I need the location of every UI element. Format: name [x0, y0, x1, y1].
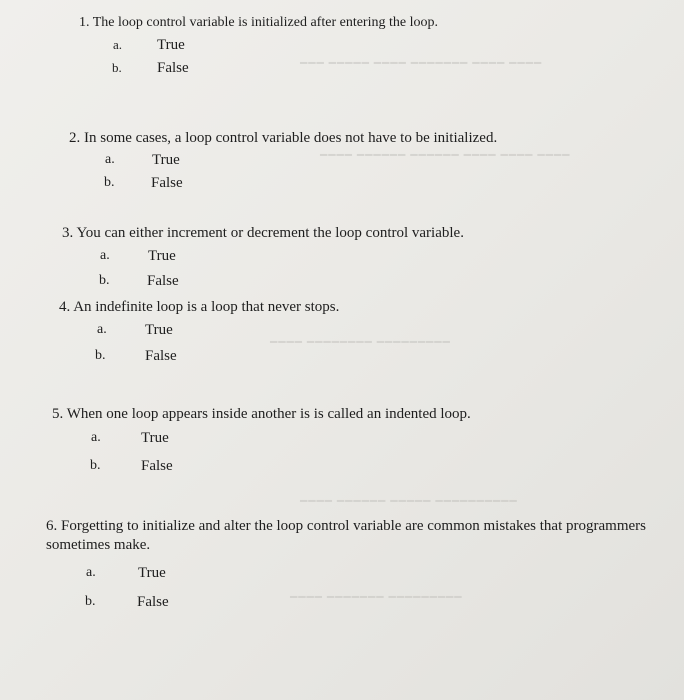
option-letter: a. [97, 322, 107, 337]
option-letter: b. [90, 458, 101, 473]
question-6-prompt [46, 517, 661, 555]
option-label: False [137, 594, 169, 610]
option-b[interactable] [79, 60, 438, 83]
question-5 [52, 405, 471, 481]
question-1 [79, 13, 438, 83]
question-text: You can either increment or decrement the loop control variable. [76, 225, 464, 241]
question-2 [69, 129, 497, 198]
option-b[interactable] [52, 458, 471, 481]
option-b[interactable] [62, 273, 464, 296]
option-letter: b. [85, 594, 96, 609]
show-through-decoration: ━━━━ ━━━━━━━━ ━━━━━━━━━ [270, 335, 451, 349]
option-label: True [145, 322, 173, 338]
question-number: 5. [52, 406, 64, 422]
question-1-prompt [79, 13, 438, 32]
question-text: In some cases, a loop control variable does not have to be initialized. [84, 130, 498, 146]
option-a[interactable] [69, 152, 497, 175]
option-letter: b. [99, 273, 110, 288]
option-label: True [148, 248, 176, 264]
question-3-prompt [62, 224, 464, 243]
option-label: False [157, 60, 189, 76]
question-6 [46, 517, 661, 617]
option-a[interactable] [79, 37, 438, 60]
question-text: When one loop appears inside another is is called an indented loop. [66, 406, 471, 422]
question-number: 4. [59, 299, 71, 315]
question-text: The loop control variable is initialized after entering the loop. [92, 15, 438, 30]
show-through-decoration: ━━━ ━━━━━ ━━━━ ━━━━━━━ ━━━━ ━━━━ [300, 56, 543, 70]
question-4 [59, 298, 339, 371]
question-3 [62, 224, 464, 296]
option-b[interactable] [69, 175, 497, 198]
option-letter: b. [95, 348, 106, 363]
question-text: Forgetting to initialize and alter the loop control variable are common mistakes that programmers sometimes make. [46, 518, 646, 553]
option-b[interactable] [46, 594, 661, 617]
option-label: True [152, 152, 180, 168]
question-number: 2. [69, 130, 81, 146]
question-text: An indefinite loop is a loop that never stops. [73, 299, 340, 315]
option-letter: a. [91, 430, 101, 445]
show-through-decoration: ━━━━ ━━━━━━━ ━━━━━━━━━ [290, 590, 463, 604]
option-label: False [145, 348, 177, 364]
option-a[interactable] [52, 430, 471, 453]
option-letter: b. [104, 175, 115, 190]
option-a[interactable] [62, 248, 464, 271]
option-letter: a. [105, 152, 115, 167]
option-label: False [151, 175, 183, 191]
option-a[interactable] [46, 565, 661, 588]
option-a[interactable] [59, 322, 339, 345]
question-5-prompt [52, 405, 471, 424]
option-label: False [141, 458, 173, 474]
show-through-decoration: ━━━━ ━━━━━━ ━━━━━ ━━━━━━━━━━ [300, 494, 518, 508]
option-b[interactable] [59, 348, 339, 371]
question-number: 1. [79, 15, 90, 30]
question-4-prompt [59, 298, 339, 317]
question-2-prompt [69, 129, 497, 148]
question-number: 3. [62, 225, 74, 241]
option-letter: a. [86, 565, 96, 580]
option-letter: a. [100, 248, 110, 263]
option-label: True [141, 430, 169, 446]
show-through-decoration: ━━━━ ━━━━━━ ━━━━━━ ━━━━ ━━━━ ━━━━ [320, 148, 571, 162]
question-number: 6. [46, 518, 58, 534]
option-label: True [157, 37, 185, 53]
option-letter: a. [113, 37, 123, 52]
option-label: False [147, 273, 179, 289]
option-label: True [138, 565, 166, 581]
option-letter: b. [112, 60, 122, 75]
